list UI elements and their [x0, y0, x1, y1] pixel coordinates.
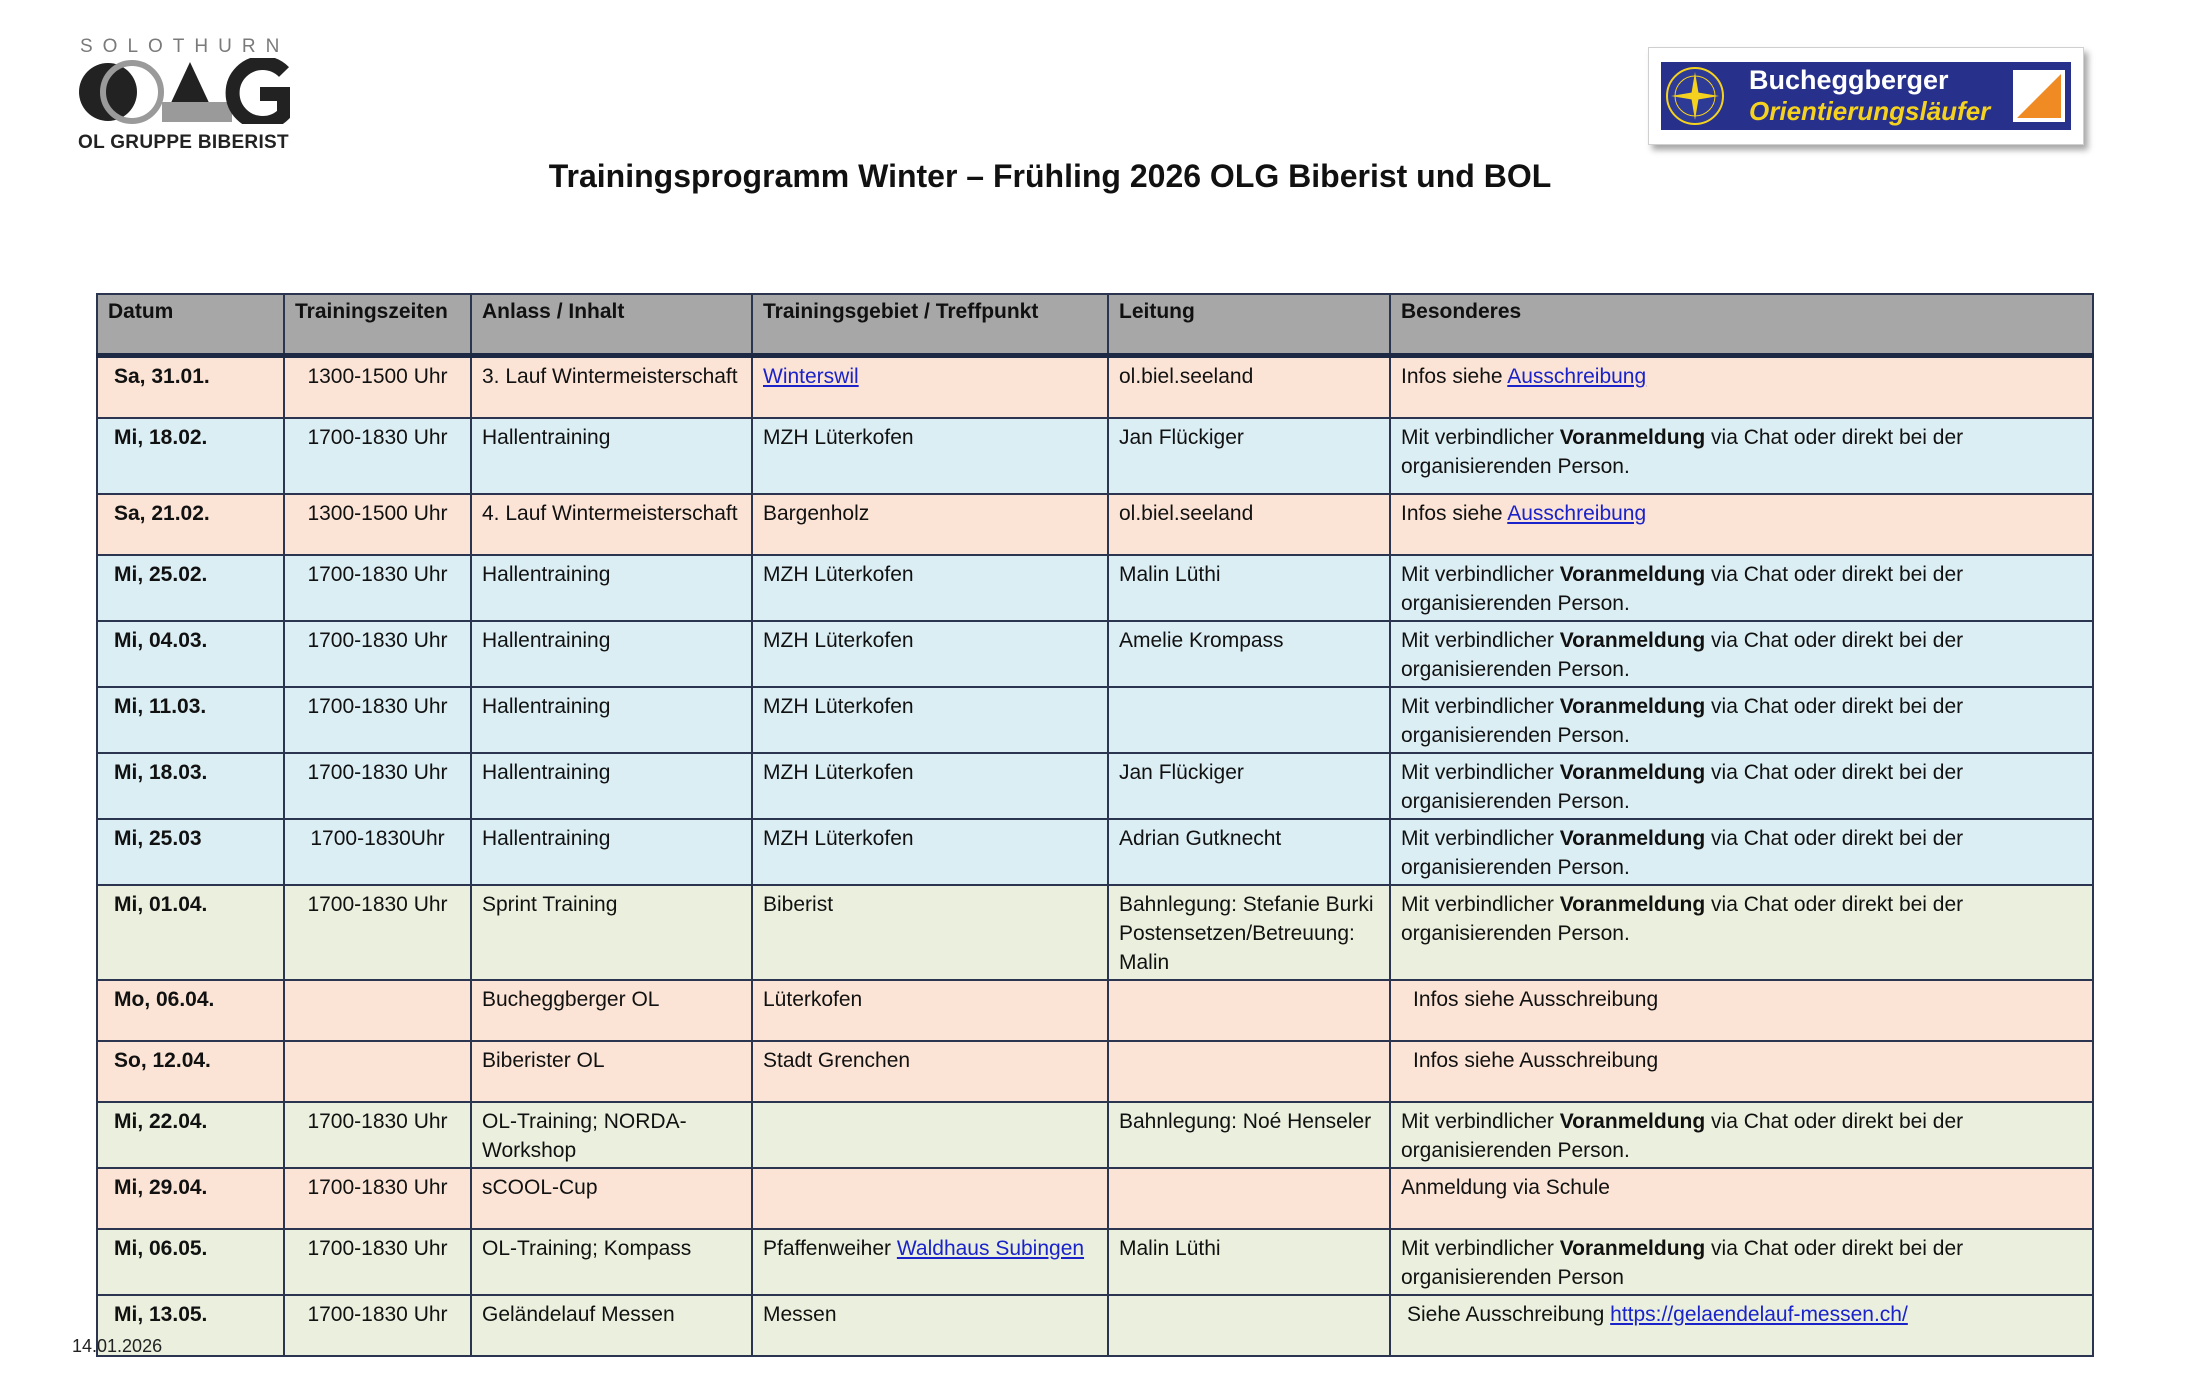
cell-besonderes: [1390, 555, 2093, 621]
col-header-zeiten: Trainingszeiten: [284, 294, 471, 356]
bol-logo-line2: Orientierungsläufer: [1749, 96, 1991, 126]
cell-gebiet: MZH Lüterkofen: [752, 753, 1108, 819]
bes-voranmeldung: Voranmeldung: [1559, 425, 1706, 449]
cell-datum: Mi, 11.03.: [97, 687, 284, 753]
table-row: [97, 885, 2093, 980]
cell-anlass: 4. Lauf Wintermeisterschaft: [471, 494, 752, 555]
table-row: [97, 1102, 2093, 1168]
cell-besonderes: Anmeldung via Schule: [1390, 1168, 2093, 1229]
cell-leitung: Jan Flückiger: [1108, 418, 1390, 494]
table-row: [97, 1041, 2093, 1102]
cell-gebiet: [752, 1168, 1108, 1229]
table-row: [97, 555, 2093, 621]
cell-besonderes: [1390, 621, 2093, 687]
cell-zeit: [284, 1041, 471, 1102]
cell-zeit: 1700-1830 Uhr: [284, 1229, 471, 1295]
cell-datum: Mi, 25.03: [97, 819, 284, 885]
bol-logo-banner: [1661, 62, 2071, 130]
cell-gebiet: Stadt Grenchen: [752, 1041, 1108, 1102]
col-header-anlass: Anlass / Inhalt: [471, 294, 752, 356]
bes-text: Siehe Ausschreibung: [1407, 1302, 1611, 1326]
bes-text: Mit verbindlicher: [1401, 562, 1560, 586]
bes-text: Infos siehe: [1401, 501, 1508, 525]
cell-datum: Sa, 31.01.: [97, 356, 284, 418]
bes-text: Mit verbindlicher: [1401, 1236, 1560, 1260]
cell-anlass: OL-Training; NORDA-Workshop: [471, 1102, 752, 1168]
cell-besonderes: [1390, 494, 2093, 555]
cell-leitung: [1108, 980, 1390, 1041]
cell-leitung: [1108, 687, 1390, 753]
cell-datum: Mi, 18.03.: [97, 753, 284, 819]
ausschreibung-link[interactable]: Ausschreibung: [1507, 365, 1647, 388]
cell-gebiet: Biberist: [752, 885, 1108, 980]
cell-anlass: Geländelauf Messen: [471, 1295, 752, 1356]
cell-besonderes: [1390, 1295, 2093, 1356]
bes-voranmeldung: Voranmeldung: [1559, 694, 1706, 718]
bol-logo: [1648, 47, 2084, 145]
cell-besonderes: [1390, 753, 2093, 819]
cell-zeit: 1700-1830 Uhr: [284, 753, 471, 819]
bes-text: via Chat oder direkt bei der organisierenden Person.: [1401, 628, 1964, 681]
messen-url-link[interactable]: https://gelaendelauf-messen.ch/: [1610, 1302, 1908, 1326]
cell-datum: Mo, 06.04.: [97, 980, 284, 1041]
cell-zeit: 1300-1500 Uhr: [284, 494, 471, 555]
cell-datum: So, 12.04.: [97, 1041, 284, 1102]
cell-anlass: Biberister OL: [471, 1041, 752, 1102]
table-row: [97, 418, 2093, 494]
cell-zeit: 1700-1830 Uhr: [284, 1168, 471, 1229]
bes-voranmeldung: Voranmeldung: [1559, 760, 1706, 784]
gebiet-text: Pfaffenweiher: [763, 1236, 897, 1260]
olg-letters-graphic: [78, 58, 290, 124]
bes-text: Mit verbindlicher: [1401, 826, 1560, 850]
table-header-row: [97, 294, 2093, 356]
cell-anlass: Hallentraining: [471, 687, 752, 753]
cell-gebiet: [752, 1229, 1108, 1295]
cell-zeit: 1700-1830 Uhr: [284, 621, 471, 687]
cell-zeit: 1700-1830 Uhr: [284, 1295, 471, 1356]
col-header-leitung: Leitung: [1108, 294, 1390, 356]
table-row: [97, 753, 2093, 819]
cell-datum: Mi, 13.05.: [97, 1295, 284, 1356]
gebiet-link[interactable]: Waldhaus Subingen: [896, 1236, 1085, 1260]
cell-leitung: Adrian Gutknecht: [1108, 819, 1390, 885]
cell-leitung: Bahnlegung: Noé Henseler: [1108, 1102, 1390, 1168]
col-header-besonderes: Besonderes: [1390, 294, 2093, 356]
bes-text: via Chat oder direkt bei der organisierenden Person.: [1401, 425, 1964, 478]
cell-zeit: 1700-1830 Uhr: [284, 555, 471, 621]
cell-datum: Mi, 01.04.: [97, 885, 284, 980]
cell-datum: Sa, 21.02.: [97, 494, 284, 555]
cell-leitung: ol.biel.seeland: [1108, 356, 1390, 418]
gebiet-link[interactable]: Winterswil: [763, 365, 859, 388]
table-row: [97, 356, 2093, 418]
cell-datum: Mi, 06.05.: [97, 1229, 284, 1295]
cell-leitung: [1108, 1295, 1390, 1356]
bes-text: Mit verbindlicher: [1401, 760, 1560, 784]
page-title: Trainingsprogramm Winter – Frühling 2026 OLG Biberist und BOL: [548, 158, 1552, 194]
bes-text: Mit verbindlicher: [1401, 1109, 1560, 1133]
cell-anlass: Hallentraining: [471, 753, 752, 819]
bol-logo-line1: Bucheggberger: [1749, 65, 1949, 95]
logo-region: SOLOTHURN: [80, 36, 290, 57]
cell-gebiet: MZH Lüterkofen: [752, 819, 1108, 885]
cell-anlass: OL-Training; Kompass: [471, 1229, 752, 1295]
cell-zeit: 1700-1830 Uhr: [284, 1102, 471, 1168]
cell-anlass: Hallentraining: [471, 418, 752, 494]
cell-besonderes: [1390, 1229, 2093, 1295]
table-row: [97, 1229, 2093, 1295]
logo-club-name: OL GRUPPE BIBERIST: [78, 132, 289, 153]
bes-text: via Chat oder direkt bei der organisierenden Person.: [1401, 562, 1964, 615]
cell-zeit: 1300-1500 Uhr: [284, 356, 471, 418]
olg-logo: [78, 36, 318, 156]
cell-gebiet: Lüterkofen: [752, 980, 1108, 1041]
cell-gebiet: [752, 356, 1108, 418]
cell-zeit: 1700-1830 Uhr: [284, 687, 471, 753]
cell-leitung: [1108, 1168, 1390, 1229]
bes-voranmeldung: Voranmeldung: [1559, 826, 1706, 850]
bes-voranmeldung: Voranmeldung: [1559, 562, 1706, 586]
cell-datum: Mi, 25.02.: [97, 555, 284, 621]
cell-anlass: Bucheggberger OL: [471, 980, 752, 1041]
table-row: [97, 621, 2093, 687]
cell-besonderes: Infos siehe Ausschreibung: [1390, 980, 2093, 1041]
cell-besonderes: [1390, 356, 2093, 418]
bes-text: via Chat oder direkt bei der organisierenden Person.: [1401, 826, 1964, 879]
compass-icon: [1665, 66, 1725, 126]
cell-anlass: Sprint Training: [471, 885, 752, 980]
cell-zeit: 1700-1830 Uhr: [284, 885, 471, 980]
cell-leitung: Amelie Krompass: [1108, 621, 1390, 687]
cell-leitung: Malin Lüthi: [1108, 1229, 1390, 1295]
bes-text: Mit verbindlicher: [1401, 694, 1560, 718]
table-row: [97, 687, 2093, 753]
table-row: [97, 1168, 2093, 1229]
bes-voranmeldung: Voranmeldung: [1559, 628, 1706, 652]
cell-besonderes: [1390, 1102, 2093, 1168]
cell-besonderes: [1390, 885, 2093, 980]
table-row: [97, 1295, 2093, 1356]
cell-besonderes: Infos siehe Ausschreibung: [1390, 1041, 2093, 1102]
cell-zeit: 1700-1830 Uhr: [284, 418, 471, 494]
cell-anlass: 3. Lauf Wintermeisterschaft: [471, 356, 752, 418]
footer-date: 14.01.2026: [72, 1336, 163, 1356]
table-row: [97, 494, 2093, 555]
cell-zeit: 1700-1830Uhr: [284, 819, 471, 885]
bes-text: Mit verbindlicher: [1401, 628, 1560, 652]
cell-anlass: Hallentraining: [471, 555, 752, 621]
cell-anlass: Hallentraining: [471, 621, 752, 687]
cell-besonderes: [1390, 418, 2093, 494]
cell-gebiet: Bargenholz: [752, 494, 1108, 555]
cell-datum: Mi, 18.02.: [97, 418, 284, 494]
cell-gebiet: MZH Lüterkofen: [752, 555, 1108, 621]
bes-text: via Chat oder direkt bei der organisierenden Person: [1401, 1236, 1964, 1289]
bes-voranmeldung: Voranmeldung: [1559, 1109, 1706, 1133]
col-header-datum: Datum: [97, 294, 284, 356]
table-row: [97, 980, 2093, 1041]
bes-text: via Chat oder direkt bei der organisierenden Person.: [1401, 694, 1964, 747]
cell-gebiet: MZH Lüterkofen: [752, 621, 1108, 687]
table-row: [97, 819, 2093, 885]
cell-besonderes: [1390, 819, 2093, 885]
cell-datum: Mi, 29.04.: [97, 1168, 284, 1229]
cell-besonderes: [1390, 687, 2093, 753]
orienteering-flag-icon: [2013, 70, 2065, 122]
cell-gebiet: [752, 1102, 1108, 1168]
cell-leitung: [1108, 1041, 1390, 1102]
col-header-gebiet: Trainingsgebiet / Treffpunkt: [752, 294, 1108, 356]
ausschreibung-link[interactable]: Ausschreibung: [1507, 501, 1647, 525]
bes-voranmeldung: Voranmeldung: [1559, 1236, 1706, 1260]
bes-voranmeldung: Voranmeldung: [1559, 892, 1706, 916]
cell-gebiet: MZH Lüterkofen: [752, 687, 1108, 753]
cell-leitung: Malin Lüthi: [1108, 555, 1390, 621]
cell-datum: Mi, 04.03.: [97, 621, 284, 687]
cell-zeit: [284, 980, 471, 1041]
cell-gebiet: MZH Lüterkofen: [752, 418, 1108, 494]
cell-gebiet: Messen: [752, 1295, 1108, 1356]
training-schedule-table: [96, 293, 2094, 1357]
cell-anlass: sCOOL-Cup: [471, 1168, 752, 1229]
cell-leitung: ol.biel.seeland: [1108, 494, 1390, 555]
cell-leitung: Jan Flückiger: [1108, 753, 1390, 819]
bes-text: Infos siehe: [1401, 365, 1508, 388]
cell-datum: Mi, 22.04.: [97, 1102, 284, 1168]
cell-leitung: Bahnlegung: Stefanie Burki Postensetzen/Betreuung: Malin: [1108, 885, 1390, 980]
bes-text: via Chat oder direkt bei der organisierenden Person.: [1401, 892, 1964, 945]
bes-text: Mit verbindlicher: [1401, 892, 1560, 916]
bes-text: via Chat oder direkt bei der organisierenden Person.: [1401, 760, 1964, 813]
bes-text: Mit verbindlicher: [1401, 425, 1560, 449]
bes-text: via Chat oder direkt bei der organisierenden Person.: [1401, 1109, 1964, 1162]
cell-anlass: Hallentraining: [471, 819, 752, 885]
